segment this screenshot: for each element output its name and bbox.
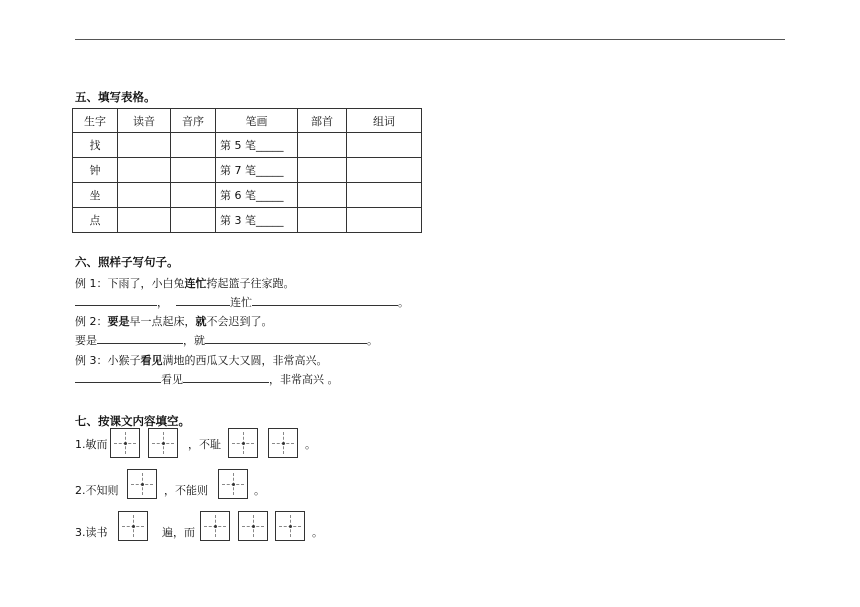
q3-text: 3.读书 xyxy=(75,526,108,539)
q1-text: ，不耻 xyxy=(188,438,221,451)
stroke-cell[interactable]: 第 5 笔_____ xyxy=(216,133,298,158)
initial-cell[interactable] xyxy=(171,133,216,158)
char-grid-box[interactable] xyxy=(228,428,258,458)
q3-text: 遍，而 xyxy=(162,526,195,539)
char-grid-box[interactable] xyxy=(148,428,178,458)
answer-line-2: 要是 ，就 。 xyxy=(75,334,378,347)
table-row xyxy=(73,183,422,208)
stroke-cell[interactable]: 第 6 笔_____ xyxy=(216,183,298,208)
initial-cell[interactable] xyxy=(171,183,216,208)
header-cell: 生字 xyxy=(73,109,118,133)
char-grid-box[interactable] xyxy=(238,511,268,541)
pinyin-cell[interactable] xyxy=(118,183,171,208)
char-cell: 找 xyxy=(73,133,118,158)
pinyin-cell[interactable] xyxy=(118,133,171,158)
char-grid-box[interactable] xyxy=(118,511,148,541)
stroke-cell[interactable]: 第 7 笔_____ xyxy=(216,158,298,183)
answer-line-1: ， 连忙 。 xyxy=(75,294,409,310)
answer-line-3: 看见 ，非常高兴 。 xyxy=(75,371,339,387)
word-cell[interactable] xyxy=(347,183,422,208)
header-rule xyxy=(75,39,785,40)
word-cell[interactable] xyxy=(347,158,422,183)
section5-title: 五、填写表格。 xyxy=(75,90,156,104)
table-row xyxy=(73,208,422,233)
initial-cell[interactable] xyxy=(171,208,216,233)
blank[interactable] xyxy=(183,371,269,383)
q2-text: ，不能则 xyxy=(164,484,208,497)
q1-text: 1.敏而 xyxy=(75,438,108,451)
char-grid-box[interactable] xyxy=(110,428,140,458)
header-cell: 笔画 xyxy=(216,109,298,133)
q2-end: 。 xyxy=(254,484,265,497)
char-grid-box[interactable] xyxy=(218,469,248,499)
char-grid-box[interactable] xyxy=(127,469,157,499)
table-row xyxy=(73,158,422,183)
word-cell[interactable] xyxy=(347,133,422,158)
blank[interactable] xyxy=(75,294,157,306)
example-1: 例 1：下雨了，小白兔连忙挎起篮子往家跑。 xyxy=(75,277,295,290)
char-cell: 钟 xyxy=(73,158,118,183)
header-cell: 组词 xyxy=(347,109,422,133)
char-cell: 点 xyxy=(73,208,118,233)
table-header-row xyxy=(73,109,422,133)
pinyin-cell[interactable] xyxy=(118,208,171,233)
word-cell[interactable] xyxy=(347,208,422,233)
example-2: 例 2：要是早一点起床，就不会迟到了。 xyxy=(75,315,273,328)
stroke-cell[interactable]: 第 3 笔_____ xyxy=(216,208,298,233)
section7-title: 七、按课文内容填空。 xyxy=(75,414,190,428)
q2-text: 2.不知则 xyxy=(75,484,119,497)
section6-title: 六、照样子写句子。 xyxy=(75,255,179,269)
blank[interactable] xyxy=(75,371,161,383)
radical-cell[interactable] xyxy=(298,183,347,208)
header-cell: 部首 xyxy=(298,109,347,133)
q3-end: 。 xyxy=(312,526,323,539)
radical-cell[interactable] xyxy=(298,158,347,183)
initial-cell[interactable] xyxy=(171,158,216,183)
blank[interactable] xyxy=(97,332,183,344)
char-cell: 坐 xyxy=(73,183,118,208)
radical-cell[interactable] xyxy=(298,208,347,233)
radical-cell[interactable] xyxy=(298,133,347,158)
pinyin-cell[interactable] xyxy=(118,158,171,183)
header-cell: 音序 xyxy=(171,109,216,133)
char-grid-box[interactable] xyxy=(275,511,305,541)
example-3: 例 3：小猴子看见满地的西瓜又大又圆，非常高兴。 xyxy=(75,354,328,367)
blank[interactable] xyxy=(205,332,367,344)
table-row xyxy=(73,133,422,158)
blank[interactable] xyxy=(176,294,230,306)
fill-table xyxy=(72,108,422,233)
q1-end: 。 xyxy=(305,438,316,451)
blank[interactable] xyxy=(252,294,398,306)
char-grid-box[interactable] xyxy=(200,511,230,541)
char-grid-box[interactable] xyxy=(268,428,298,458)
header-cell: 读音 xyxy=(118,109,171,133)
